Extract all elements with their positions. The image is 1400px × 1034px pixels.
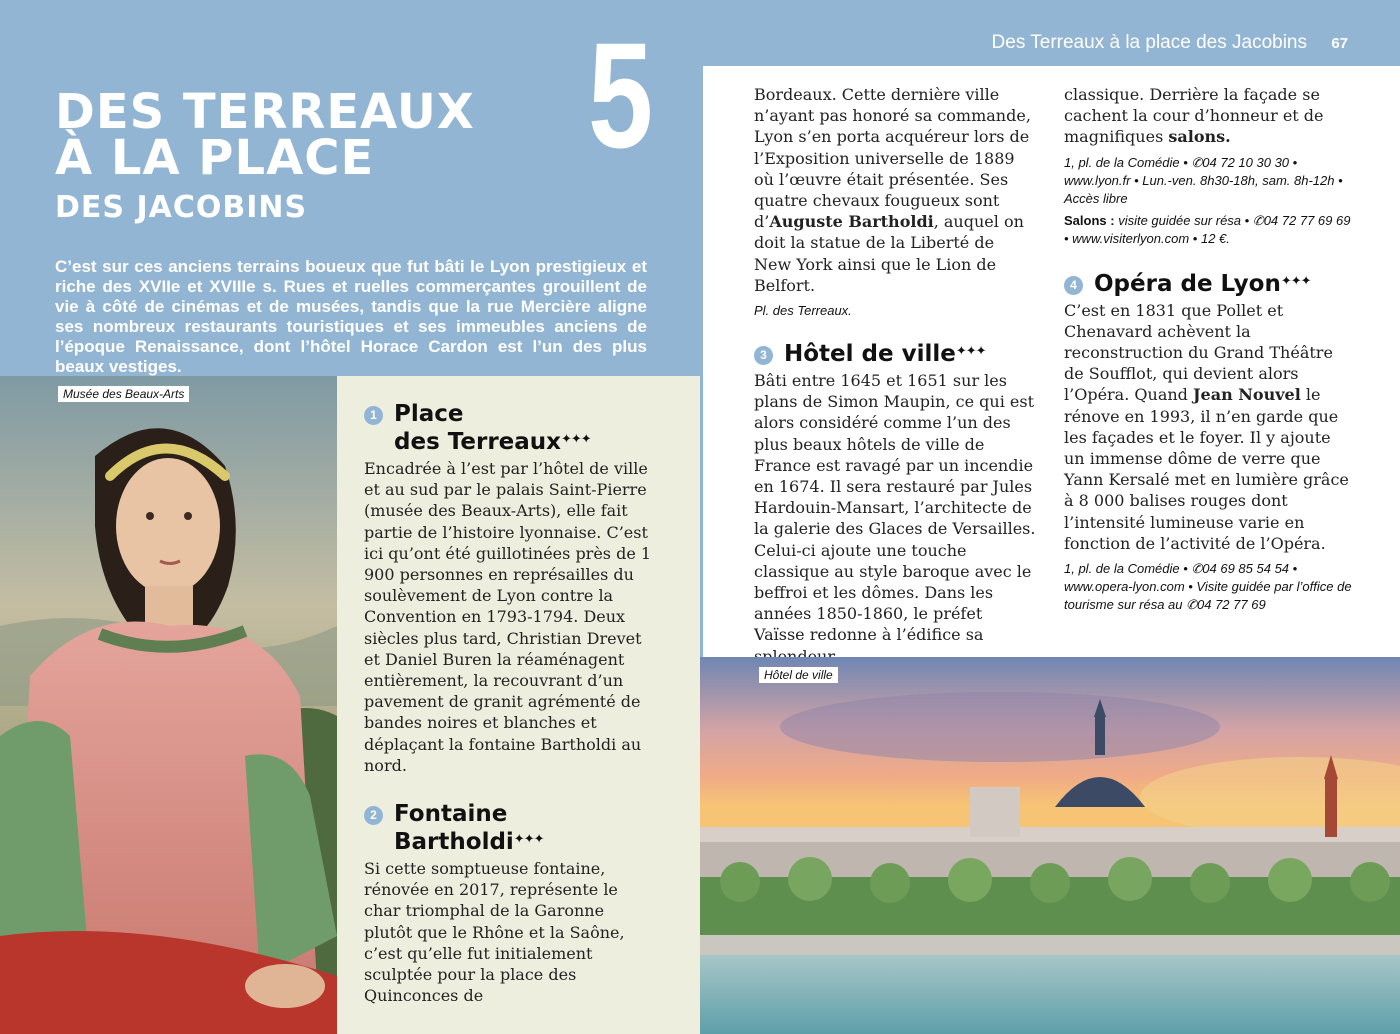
section-2-text-part2: , auquel on doit la statue de la Liberté de New York ainsi que le Lion de Belfort. <box>754 212 1024 295</box>
chapter-title-line-1: DES TERREAUX <box>55 84 475 140</box>
section-1-heading <box>364 400 652 456</box>
section-3-heading <box>754 340 1036 368</box>
right-column-2 <box>1064 84 1354 614</box>
section-4-text <box>1064 300 1354 554</box>
chapter-number: 5 <box>588 11 654 179</box>
section-2-number: 2 <box>364 806 383 825</box>
section-2-bold-name: Auguste Bartholdi <box>769 212 934 232</box>
section-3-title: Hôtel de ville <box>784 341 956 368</box>
section-2-info: Pl. des Terreaux. <box>754 303 852 319</box>
star-rating-icon: ✦✦✦ <box>513 832 544 848</box>
salons-label: Salons : <box>1064 212 1115 228</box>
section-1-title-line1: Place <box>394 401 464 427</box>
painting-illustration <box>0 376 337 1034</box>
section-2-title-line2: Bartholdi <box>394 829 514 856</box>
hotel-de-ville-photo <box>700 657 1400 1034</box>
section-4-number: 4 <box>1064 276 1083 295</box>
section-3-bold-word: salons. <box>1168 127 1231 147</box>
section-4-text-part1: C’est en 1831 que Pollet et Chenavard achèvent la reconstruction du Grand Théâtre de Soufflot, qui devient alors l’Opéra. Quand <box>1064 300 1333 405</box>
painting-image <box>0 376 337 1034</box>
left-text-column <box>364 400 652 1006</box>
running-header <box>700 0 1400 66</box>
section-2-text: Si cette somptueuse fontaine, rénovée en 2017, représente le char triomphal de la Garonne plutôt que le Rhône et la Saône, c’est qu’elle fut initialement sculptée pour la place des Quinconces de <box>364 859 625 1006</box>
hotel-de-ville-illustration <box>700 657 1400 1034</box>
section-4-heading <box>1064 270 1354 298</box>
chapter-header <box>0 0 700 376</box>
section-2-text-continued <box>754 84 1036 296</box>
hotel-caption: Hôtel de ville <box>759 667 838 683</box>
section-3-text: Bâti entre 1645 et 1651 sur les plans de Simon Maupin, ce qui est alors considéré comme l’un des plus beaux hôtels de ville de France est ravagé par un incendie en 1674. Il sera restauré par Jules Hardouin-Mansart, l’architecte de la galerie des Glaces de Versailles. Celui-ci ajoute une touche classique au style baroque avec le beffroi et les dômes. Dans les années 1850-1860, le préfet Vaïsse redonne à l’édifice sa <box>754 371 1036 645</box>
page-number: 67 <box>1331 35 1348 52</box>
section-2-heading <box>364 800 652 856</box>
section-3-info: 1, pl. de la Comédie • ✆04 72 10 30 30 • www.lyon.fr • Lun.-ven. 8h30-18h, sam. 8h-12h • Accès libre <box>1064 154 1343 206</box>
section-3-text-cont: classique. Derrière la façade se cachent la cour d’honneur et de magnifiques <box>1064 85 1324 147</box>
section-4-bold-name: Jean Nouvel <box>1192 385 1301 405</box>
chapter-intro: C’est sur ces anciens terrains boueux que fut bâti le Lyon prestigieux et riche des XVIIe et XVIIIe s. Rues et ruelles commerçantes grouillent de vie à côté de cinémas et de musées, tandis que la rue Mercière aligne ses nombreux restaurants touristiques et ses immeubles anciens de l’époque Renaissance, dont l’hôtel Horace Cardon est l’un des plus beaux vestiges. <box>55 257 647 376</box>
painting-caption: Musée des Beaux-Arts <box>58 386 189 402</box>
star-rating-icon: ✦✦✦ <box>1280 273 1311 289</box>
right-column-1 <box>754 84 1036 667</box>
section-3-text-continued <box>1064 84 1354 148</box>
chapter-title-line-3: DES JACOBINS <box>55 190 308 225</box>
section-2-title-line1: Fontaine <box>394 801 508 828</box>
section-3-salons-info <box>1064 212 1354 248</box>
section-3-number: 3 <box>754 346 773 365</box>
section-2-text-part1: Bordeaux. Cette dernière ville n’ayant pas honoré sa commande, Lyon s’en porta acquéreur lors de l’Exposition universelle de 1889 où l’œuvre était présentée. Ses quatre chevaux fougueux sont d’ <box>754 85 1031 232</box>
star-rating-icon: ✦✦✦ <box>561 432 591 447</box>
section-1-text: Encadrée à l’est par l’hôtel de ville et au sud par le palais Saint-Pierre (musée des Beaux-Arts), elle fait partie de l’histoire lyonnaise. C’est ici qu’ont été guillotinées près de 1 900 personnes en représailles du soulèvement de Lyon contre la Convention en 1793-1794. Deux siècles plus tard, Christian Drevet et Daniel Buren la réaménagent entièrement, la recouvrant d’un pavement de granit agrémenté de bandes noires et blanches et déplaçant la fontaine Bartholdi au nord. <box>364 459 652 775</box>
section-4-text-part2: le rénove en 1993, il n’en garde que les façades et le foyer. Il y ajoute un immense dôme de verre que Yann Kersalé met en lumière grâce à 8 000 balises rouges dont l’intensité lumineuse varie en fonction de l’activité de l’Opéra. <box>1064 385 1349 553</box>
section-4-title: Opéra de Lyon <box>1094 270 1281 297</box>
running-title: Des Terreaux à la place des Jacobins <box>991 32 1307 53</box>
section-1-title-line2: des Terreaux <box>394 429 562 455</box>
star-rating-icon: ✦✦✦ <box>955 344 986 360</box>
salons-info-text: visite guidée sur résa • ✆04 72 77 69 69 • www.visiterlyon.com • 12 €. <box>1064 212 1351 246</box>
chapter-title-line-2: À LA PLACE <box>55 130 375 186</box>
section-4-info: 1, pl. de la Comédie • ✆04 69 85 54 54 • www.opera-lyon.com • Visite guidée par l’office de tourisme sur résa au ✆04 72 77 69 <box>1064 561 1352 613</box>
section-1-number: 1 <box>364 406 383 425</box>
